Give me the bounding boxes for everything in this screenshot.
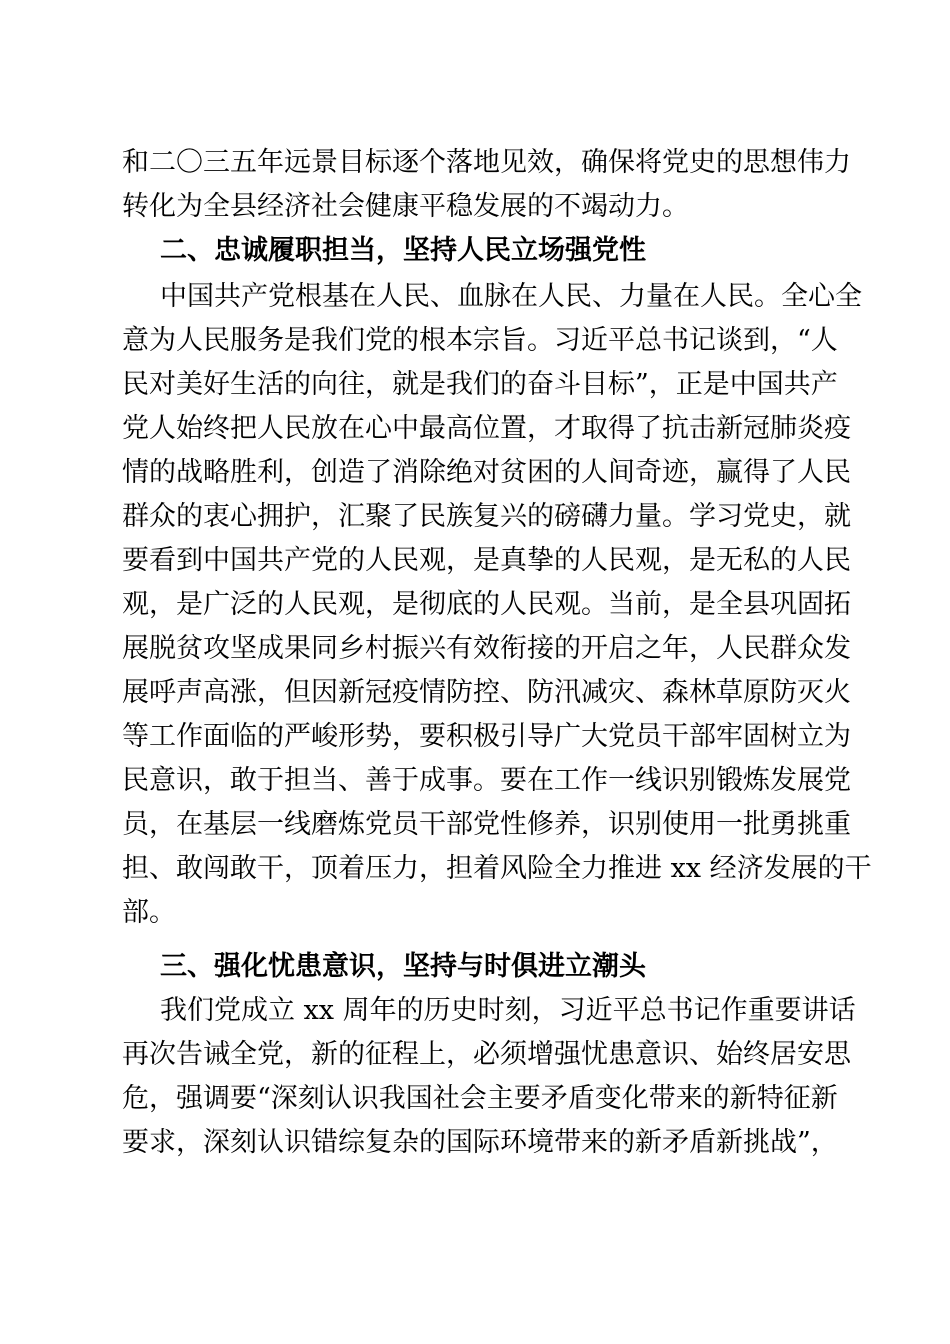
section-heading-2: 二、忠诚履职担当，坚持人民立场强党性 <box>160 235 646 266</box>
text-line: 和二〇三五年远景目标逐个落地见效，确保将党史的思想伟力 <box>122 147 851 178</box>
document-page <box>122 141 872 1165</box>
section-heading-3: 三、强化忧患意识，坚持与时俱进立潮头 <box>160 951 646 982</box>
text-line: 民对美好生活的向往，就是我们的奋斗目标”，正是中国共产 <box>122 369 838 400</box>
text-line: 转化为全县经济社会健康平稳发展的不竭动力。 <box>122 191 689 222</box>
text-line: 展脱贫攻坚成果同乡村振兴有效衔接的开启之年，人民群众发 <box>122 633 851 664</box>
text-line: 观，是广泛的人民观，是彻底的人民观。当前，是全县巩固拓 <box>122 589 851 620</box>
text-line: 情的战略胜利，创造了消除绝对贫困的人间奇迹，赢得了人民 <box>122 457 851 488</box>
text-line: 党人始终把人民放在心中最高位置，才取得了抗击新冠肺炎疫 <box>122 413 851 444</box>
text-line: 中国共产党根基在人民、血脉在人民、力量在人民。全心全 <box>160 281 862 312</box>
text-line: 再次告诫全党，新的征程上，必须增强忧患意识、始终居安思 <box>122 1039 851 1070</box>
paragraph-people-stance <box>122 275 872 935</box>
paragraph-continuation <box>122 141 851 229</box>
text-line: 群众的衷心拥护，汇聚了民族复兴的磅礴力量。学习党史，就 <box>122 501 851 532</box>
text-line: 等工作面临的严峻形势，要积极引导广大党员干部牢固树立为 <box>122 721 851 752</box>
text-line: 危，强调要“深刻认识我国社会主要矛盾变化带来的新特征新 <box>122 1083 838 1114</box>
paragraph-vigilance <box>122 989 856 1165</box>
text-line: 员，在基层一线磨炼党员干部党性修养，识别使用一批勇挑重 <box>122 809 851 840</box>
text-line: 担、敢闯敢干，顶着压力，担着风险全力推进 xx 经济发展的干 <box>122 853 872 884</box>
text-line: 要求，深刻认识错综复杂的国际环境带来的新矛盾新挑战”， <box>122 1127 838 1158</box>
text-line: 意为人民服务是我们党的根本宗旨。习近平总书记谈到，“人 <box>122 325 838 356</box>
text-line: 民意识，敢于担当、善于成事。要在工作一线识别锻炼发展党 <box>122 765 851 796</box>
text-line: 要看到中国共产党的人民观，是真挚的人民观，是无私的人民 <box>122 545 851 576</box>
text-line: 展呼声高涨，但因新冠疫情防控、防汛减灾、森林草原防灭火 <box>122 677 851 708</box>
text-line: 部。 <box>122 897 176 928</box>
text-line: 我们党成立 xx 周年的历史时刻，习近平总书记作重要讲话 <box>160 995 856 1026</box>
